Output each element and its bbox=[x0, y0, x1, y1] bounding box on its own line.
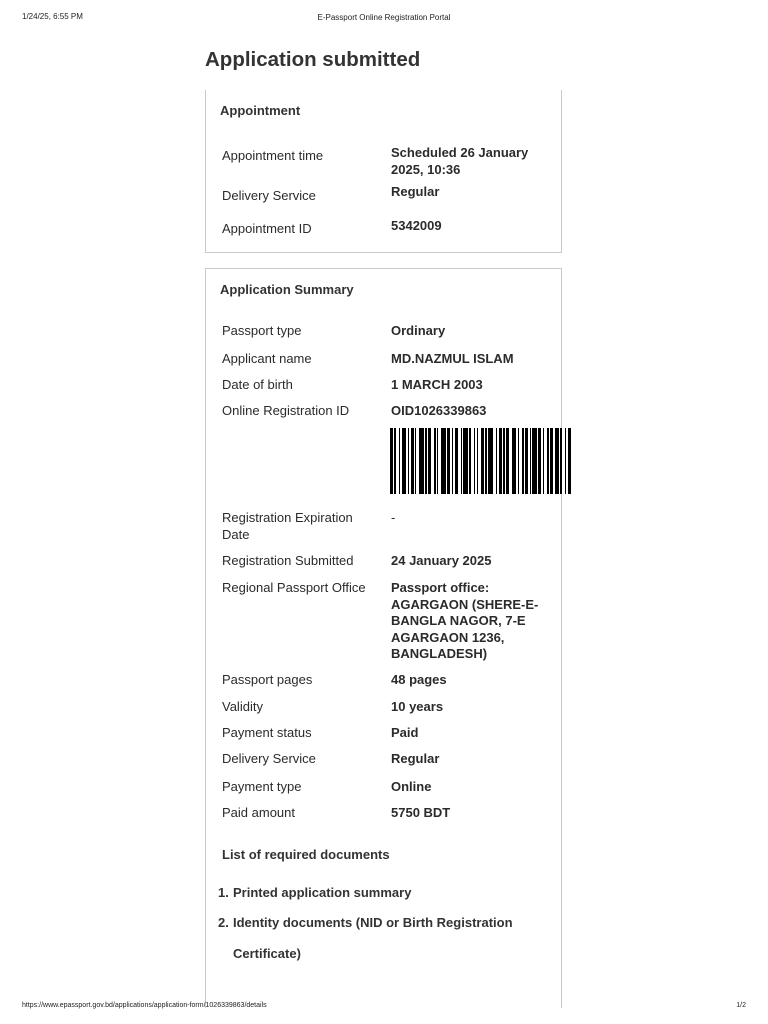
field-label: Date of birth bbox=[222, 377, 293, 392]
field-label: Validity bbox=[222, 699, 263, 714]
appointment-heading: Appointment bbox=[220, 103, 301, 118]
field-label: Delivery Service bbox=[222, 751, 316, 766]
print-datetime: 1/24/25, 6:55 PM bbox=[22, 12, 83, 21]
field-label: Payment type bbox=[222, 779, 302, 794]
list-number: 2. bbox=[218, 915, 229, 930]
summary-heading: Application Summary bbox=[220, 282, 354, 297]
appointment-time-value: Scheduled 26 January 2025, 10:36 bbox=[391, 145, 529, 177]
regional-passport-office-value: Passport office: AGARGAON (SHERE-E-BANGLA NAGOR, 7-E AGARGAON 1236, BANGLADESH) bbox=[391, 580, 539, 661]
registration-expiration-value: - bbox=[391, 510, 396, 525]
validity-value: 10 years bbox=[391, 699, 444, 714]
field-label: Passport type bbox=[222, 323, 302, 338]
field-label: Appointment ID bbox=[222, 221, 312, 236]
registration-barcode bbox=[390, 428, 574, 494]
field-label: Paid amount bbox=[222, 805, 295, 820]
registration-submitted-value: 24 January 2025 bbox=[391, 553, 492, 568]
field-label: Regional Passport Office bbox=[222, 580, 366, 595]
required-documents-title: List of required documents bbox=[222, 847, 390, 862]
paid-amount-value: 5750 BDT bbox=[391, 805, 451, 820]
document-text: Identity documents (NID or Birth Registration bbox=[233, 915, 513, 930]
application-summary-card bbox=[205, 268, 562, 1008]
delivery-service-value: Regular bbox=[391, 184, 440, 199]
field-label: Registration Submitted bbox=[222, 553, 354, 568]
date-of-birth-value: 1 MARCH 2003 bbox=[391, 377, 483, 392]
page-title: Application submitted bbox=[205, 48, 421, 71]
field-label: Registration Expiration Date bbox=[222, 510, 353, 542]
online-registration-id-value: OID1026339863 bbox=[391, 403, 487, 418]
required-document-item bbox=[218, 885, 411, 900]
field-label: Delivery Service bbox=[222, 188, 316, 203]
required-document-item bbox=[218, 915, 513, 930]
payment-type-value: Online bbox=[391, 779, 432, 794]
appointment-card bbox=[205, 90, 562, 253]
passport-pages-value: 48 pages bbox=[391, 672, 447, 687]
list-number: 1. bbox=[218, 885, 229, 900]
field-label: Passport pages bbox=[222, 672, 313, 687]
required-document-continuation: Certificate) bbox=[233, 946, 301, 961]
print-footer-url: https://www.epassport.gov.bd/applications/application-form/1026339863/details bbox=[22, 1002, 267, 1009]
payment-status-value: Paid bbox=[391, 725, 419, 740]
summary-delivery-service-value: Regular bbox=[391, 751, 440, 766]
applicant-name-value: MD.NAZMUL ISLAM bbox=[391, 351, 514, 366]
passport-type-value: Ordinary bbox=[391, 323, 446, 338]
appointment-id-value: 5342009 bbox=[391, 218, 442, 233]
field-label: Online Registration ID bbox=[222, 403, 350, 418]
print-header-title: E-Passport Online Registration Portal bbox=[317, 13, 451, 22]
field-label: Payment status bbox=[222, 725, 312, 740]
print-page-number: 1/2 bbox=[736, 1002, 746, 1009]
barcode-space bbox=[571, 428, 574, 494]
field-label: Applicant name bbox=[222, 351, 312, 366]
field-label: Appointment time bbox=[222, 148, 324, 163]
document-text: Printed application summary bbox=[233, 885, 412, 900]
